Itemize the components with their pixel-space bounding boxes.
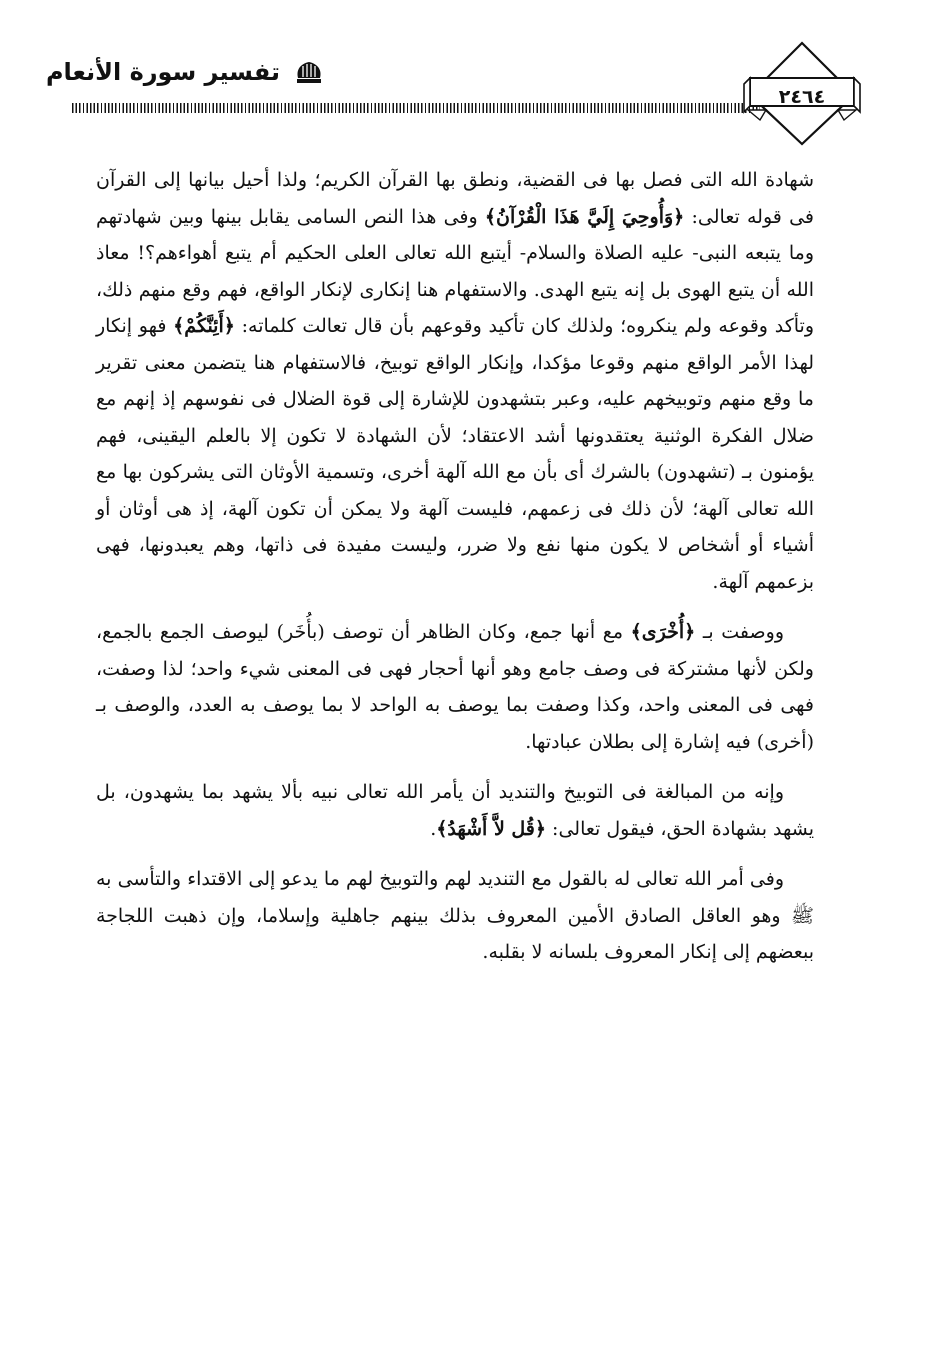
text-segment: وفى هذا النص السامى يقابل بينها وبين شهادتهم وما يتبعه النبى- عليه الصلاة والسلام- أيتبع الله تعالى العلى الحكيم أم يتبع أهواءهم؟! معاذ الله أن يتبع الهوى بل إنه يتبع الهدى. والاستفهام هنا إنكارى لإنكار الواقع، فهم وقع منهم ذلك، وتأكد وقوعه ولم ينكروه؛ ولذلك كان تأكيد وقوعهم بأن قال تعالت كلماته: — [96, 205, 814, 337]
paragraph-1 — [96, 162, 814, 600]
header-dotted-rule — [72, 103, 760, 113]
header-ornament-icon — [292, 60, 326, 86]
quran-verse-quote: ﴿أَئِنَّكُمْ﴾ — [173, 315, 235, 337]
text-segment: . — [430, 817, 437, 840]
text-segment: فهو إنكار لهذا الأمر الواقع منهم وقوعا مؤكدا، وإنكار الواقع توبيخ، فالاستفهام هنا يتضمن معنى تقرير ما وقع منهم وتوبيخهم عليه، وعبر بتشهدون للإشارة إلى قوة الضلال فى نفوسهم إذ إنهم مع ضلال الفكرة الوثنية يعتقدونها أشد الاعتقاد؛ لأن الشهادة لا تكون إلا بالعلم اليقينى، فهم يؤمنون بـ (تشهدون) بالشرك أى بأن مع الله آلهة أخرى، وتسمية الأوثان التى يشركون بها مع الله تعالى آلهة؛ لأن ذلك فى زعمهم، فليست آلهة ولا يمكن أن تكون آلهة، إذ هى أوثان أو أشياء أو أشخاص لا يكون منها نفع ولا ضرر، وليست مفيدة فى ذاتها، وهم يعبدونها، فهى بزعمهم آلهة. — [96, 315, 814, 593]
paragraph-4 — [96, 861, 814, 971]
page-number: ٢٤٦٤ — [778, 86, 826, 108]
text-segment: ووصفت بـ — [695, 621, 785, 643]
quran-verse-quote: ﴿قُل لاَّ أَشْهَدُ﴾ — [436, 817, 546, 840]
running-header-title: تفسير سورة الأنعام — [45, 58, 280, 86]
paragraph-2 — [96, 614, 814, 760]
text-segment: شهادة الله التى فصل بها فى القضية، ونطق بها القرآن الكريم؛ ولذا أحيل بيانها إلى القرآن فى قوله تعالى: — [96, 169, 814, 228]
body-text — [96, 162, 814, 971]
text-segment: مع أنها جمع، وكان الظاهر أن توصف (بأُخَر) ليوصف الجمع بالجمع، ولكن لأنها مشتركة فى وصف جامع وهو أنها أحجار فهى فى المعنى شيء واحد؛ لذا وصفت، فهى فى المعنى واحد، وكذا وصفت بما يوصف به الواحد لا بما يوصف به العدد، والوصف بـ (أخرى) فيه إشارة إلى بطلان عبادتها. — [96, 621, 814, 753]
quran-verse-quote: ﴿أُخْرَى﴾ — [630, 621, 696, 643]
paragraph-3 — [96, 774, 814, 847]
quran-verse-quote: ﴿وَأُوحِيَ إِلَيَّ هَذَا الْقُرْآنُ﴾ — [484, 205, 685, 228]
text-segment: وإنه من المبالغة فى التوبيخ والتنديد أن يأمر الله تعالى نبيه بألا يشهد بما يشهدون، بل يشهد بشهادة الحق، فيقول تعالى: — [96, 781, 814, 840]
text-segment: وفى أمر الله تعالى له بالقول مع التنديد لهم والتوبيخ لهم ما يدعو إلى الاقتداء والتأسى به ﷺ وهو العاقل الصادق الأمين المعروف بذلك بينهم جاهلية وإسلاما، وإن ذهبت اللجاجة ببعضهم إلى إنكار المعروف بلسانه لا بقلبه. — [96, 868, 814, 963]
